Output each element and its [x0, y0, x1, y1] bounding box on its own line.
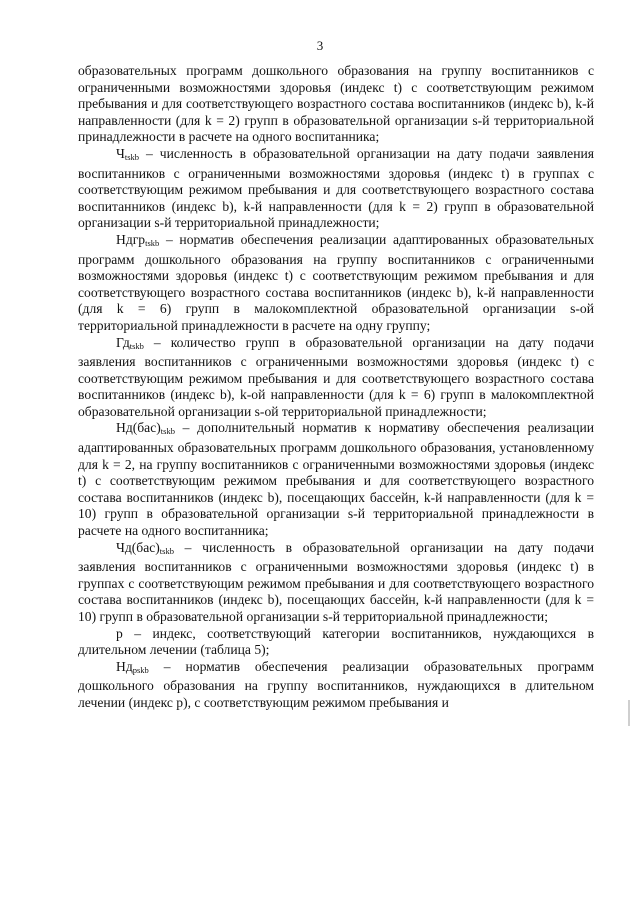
formula-subscript: pskb: [132, 664, 149, 675]
page-number: 3: [316, 38, 324, 53]
paragraph-text: – норматив обеспечения реализации образовательных программ дошкольного образования на группу воспитанников, нуждающихся в длительном лечении (индекс p), с соответствующим режимом пребывания и: [78, 658, 594, 710]
paragraph: [78, 63, 594, 146]
formula-subscript: tskb: [129, 340, 144, 351]
paragraph-text: – количество групп в образовательной организации на дату подачи заявления воспитанников с ограниченными возможностями здоровья (индекс t) с соответствующим режимом пребывания и для соответствующего возрастного состава воспитанников (индекс b), k-ой направленности (для k = 6) групп в малокомплектной образовательной организации s-ой территориальной принадлежности;: [78, 334, 594, 419]
formula-subscript: tskb: [159, 545, 174, 556]
formula-subscript: tskb: [160, 426, 175, 437]
formula-subscript: tskb: [145, 237, 160, 248]
formula-symbol: Ч: [116, 145, 125, 161]
formula-subscript: tskb: [124, 151, 140, 162]
document-body: [78, 63, 594, 712]
paragraph-text: – численность в образовательной организации на дату подачи заявления воспитанников с ограниченными возможностями здоровья (индекс t) в группах с соответствующим режимом пребывания и для соответствующего возрастного состава воспитанников (индекс b), посещающих бассейн, k-й направленности (для k = 10) групп в образовательной организации s-й территориальной принадлежности;: [78, 539, 594, 624]
definition-paragraph: [78, 540, 594, 626]
formula-symbol: Нд(бас): [116, 420, 161, 436]
paragraph-text: образовательных программ дошкольного образования на группу воспитанников с ограниченными возможностями здоровья (индекс t) с соответствующим режимом пребывания и для соответствующего возрастного состава воспитанников (индекс b), k-й направленности (для k = 2) групп в образовательной организации s-й территориальной принадлежности в расчете на одного воспитанника;: [78, 63, 594, 145]
definition-paragraph: [78, 146, 594, 232]
definition-paragraph: [78, 659, 594, 712]
definition-paragraph: [78, 335, 594, 421]
paragraph-text: – дополнительный норматив к нормативу обеспечения реализации адаптированных образовательных программ дошкольного образования, установленному для k = 2, на группу воспитанников с ограниченными возможностями здоровья (индекс t) с соответствующим режимом пребывания и для соответствующего возрастного состава воспитанников (индекс b), посещающих бассейн, k-й направленности (для k = 10) групп в образовательной организации s-й территориальной принадлежности в расчете на одного воспитанника;: [78, 420, 594, 539]
paragraph-text: – численность в образовательной организации на дату подачи заявления воспитанников с ограниченными возможностями здоровья (индекс t) в группах с соответствующим режимом пребывания и для соответствующего возрастного состава воспитанников (индекс b), k-й направленности (для k = 2) групп в образовательной организации s-й территориальной принадлежности;: [78, 145, 594, 231]
scan-artifact: [628, 700, 630, 726]
formula-symbol: Нд: [116, 658, 133, 674]
definition-paragraph: [78, 626, 594, 659]
definition-paragraph: [78, 232, 594, 335]
formula-symbol: Гд: [116, 334, 130, 350]
formula-symbol: Чд(бас): [116, 539, 160, 555]
paragraph-text: – норматив обеспечения реализации адаптированных образовательных программ дошкольного образования на группу воспитанников с ограниченными возможностями здоровья (индекс t) с соответствующим режимом пребывания и для соответствующего возрастного состава воспитанников (индекс b), k-й направленности (для k = 6) групп в малокомплектной образовательной организации s-ой территориальной принадлежности в расчете на одну группу;: [78, 231, 594, 333]
formula-symbol: Ндгр: [116, 231, 146, 247]
definition-paragraph: [78, 420, 594, 539]
paragraph-text: p – индекс, соответствующий категории воспитанников, нуждающихся в длительном лечении (таблица 5);: [78, 625, 594, 658]
